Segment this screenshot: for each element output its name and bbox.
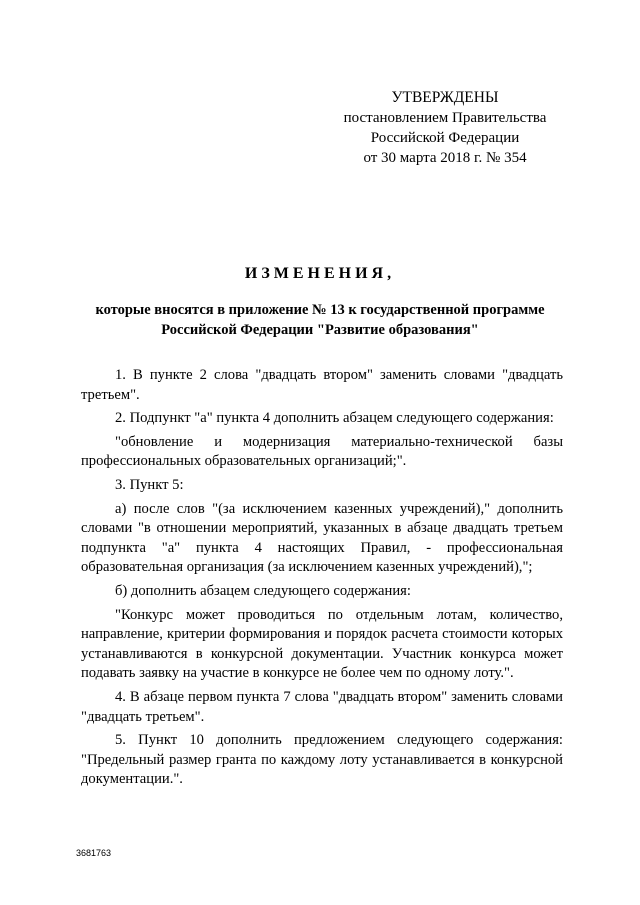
paragraph-5: а) после слов "(за исключением казенных учреждений)," дополнить словами "в отношении мероприятий, указанных в абзаце двадцать третьем подпункта "а" пункта 4 настоящих Правил, - профессиональная образовательная организация (за исключением казенных учреждений),"; [81,500,563,576]
paragraph-3: "обновление и модернизация материально-технической базы профессиональных образовательных организаций;". [81,433,563,470]
approval-line-1: постановлением Правительства [343,110,547,126]
approval-line-2: Российской Федерации [370,130,520,146]
document-title: ИЗМЕНЕНИЯ, [244,265,396,282]
paragraph-8: 4. В абзаце первом пункта 7 слова "двадцать втором" заменить словами "двадцать третьем". [81,688,563,725]
document-body [81,366,563,794]
document-subtitle-line-1: которые вносятся в приложение № 13 к государственной программе [95,302,545,318]
paragraph-6: б) дополнить абзацем следующего содержания: [115,582,411,599]
paragraph-4: 3. Пункт 5: [115,476,184,493]
document-heading [60,265,580,340]
paragraph-7: "Конкурс может проводиться по отдельным лотам, количество, направление, критерии формирования и порядок расчета стоимости которых устанавливаются в конкурсной документации. Участник конкурса может подавать заявку на участие в конкурсе не более чем по одному лоту.". [81,606,563,682]
approval-line-3: от 30 марта 2018 г. № 354 [363,150,527,166]
paragraph-2: 2. Подпункт "а" пункта 4 дополнить абзацем следующего содержания: [115,410,554,427]
paragraph-9: 5. Пункт 10 дополнить предложением следующего содержания: "Предельный размер гранта по каждому лоту устанавливается в конкурсной документации.". [81,732,563,788]
paragraph-1: 1. В пункте 2 слова "двадцать втором" заменить словами "двадцать третьем". [81,367,563,403]
document-subtitle-line-2: Российской Федерации "Развитие образования" [161,322,479,338]
approval-title: УТВЕРЖДЕНЫ [391,89,499,106]
document-code: 3681763 [76,848,112,858]
approval-stamp [330,88,560,168]
